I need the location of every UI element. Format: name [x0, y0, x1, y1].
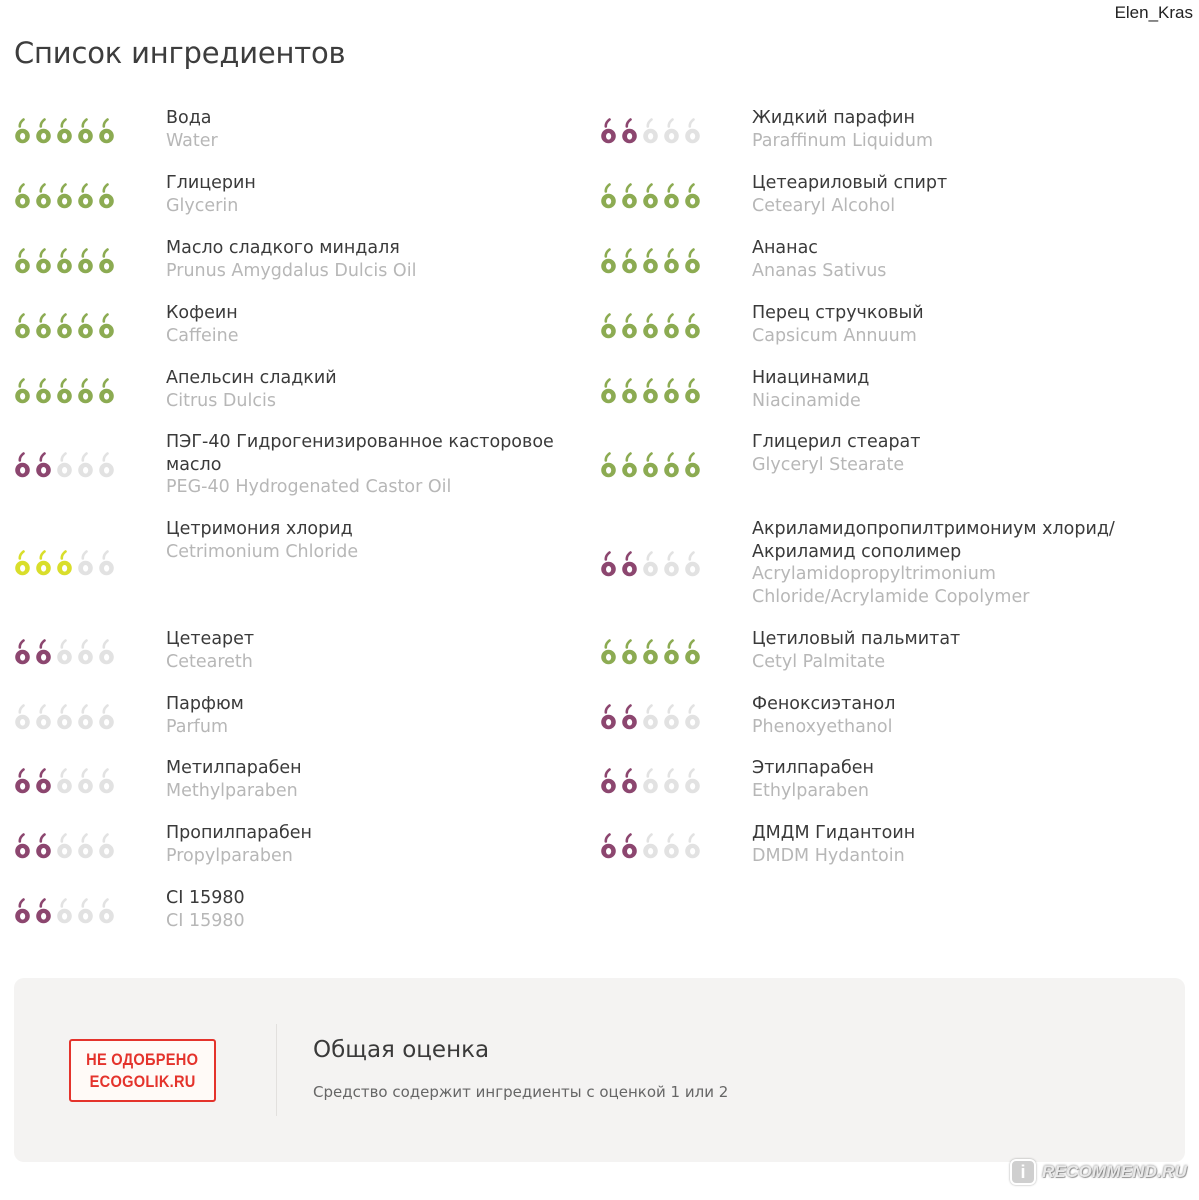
rating-drops — [14, 448, 119, 482]
rating-drops — [600, 764, 705, 798]
rating-drop-filled-icon — [35, 898, 52, 925]
ingredient-name-ru: Этилпарабен — [752, 758, 874, 778]
ingredient-name-ru: Цетеариловый спирт — [752, 173, 948, 193]
rating-drop-filled-icon — [35, 452, 52, 479]
rating-drop-filled-icon — [642, 378, 659, 405]
rating-drop-filled-icon — [600, 768, 617, 795]
rating-drop-filled-icon — [56, 118, 73, 145]
ingredient-name-inci: Glyceryl Stearate — [752, 454, 905, 475]
rating-drops — [600, 829, 705, 863]
ingredient-name-ru: Апельсин сладкий — [166, 368, 337, 388]
rating-drops — [14, 309, 119, 343]
ingredient-names — [166, 518, 586, 563]
rating-drop-filled-icon — [98, 313, 115, 340]
rating-drop-filled-icon — [621, 704, 638, 731]
divider — [276, 1024, 277, 1116]
ingredient-name-inci: Caffeine — [166, 325, 239, 346]
rating-drop-filled-icon — [663, 639, 680, 666]
rating-drop-empty-icon — [684, 551, 701, 578]
rating-drops — [600, 179, 705, 213]
rating-drop-filled-icon — [684, 313, 701, 340]
ingredient-name-inci: Cetyl Palmitate — [752, 651, 886, 672]
ingredient-names — [752, 107, 1162, 152]
rating-drop-filled-icon — [77, 248, 94, 275]
rating-drop-empty-icon — [77, 768, 94, 795]
username: Elen_Kras — [1114, 3, 1193, 22]
rating-drops — [14, 829, 119, 863]
ingredient-name-inci: Parfum — [166, 716, 228, 737]
rating-drop-empty-icon — [56, 452, 73, 479]
ingredient-name-inci: Propylparaben — [166, 845, 293, 866]
ingredient-name-inci: Ananas Sativus — [752, 260, 887, 281]
overall-rating-title: Общая оценка — [313, 1037, 490, 1063]
ingredient-name-ru: Масло сладкого миндаля — [166, 238, 400, 258]
ingredient-names — [752, 757, 1162, 802]
rating-drop-filled-icon — [621, 833, 638, 860]
rating-drops — [14, 764, 119, 798]
rating-drops — [14, 179, 119, 213]
ingredient-name-ru: Парфюм — [166, 694, 244, 714]
rating-drop-filled-icon — [600, 452, 617, 479]
overall-rating-panel — [14, 978, 1185, 1162]
rating-drop-empty-icon — [98, 452, 115, 479]
rating-drop-empty-icon — [77, 898, 94, 925]
rating-drop-filled-icon — [14, 898, 31, 925]
rating-drop-filled-icon — [35, 118, 52, 145]
rating-drop-empty-icon — [56, 704, 73, 731]
ingredient-name-ru: Феноксиэтанол — [752, 694, 896, 714]
rating-drop-filled-icon — [14, 378, 31, 405]
ingredient-names — [752, 237, 1162, 282]
ingredient-name-inci: CI 15980 — [166, 910, 245, 931]
page-title: Список ингредиентов — [14, 36, 346, 70]
rating-drop-filled-icon — [684, 378, 701, 405]
rating-drops — [14, 114, 119, 148]
rating-drop-filled-icon — [77, 313, 94, 340]
rating-drops — [600, 114, 705, 148]
rating-drop-filled-icon — [600, 833, 617, 860]
rating-drop-empty-icon — [684, 833, 701, 860]
rating-drop-empty-icon — [77, 550, 94, 577]
ingredient-name-ru: Перец стручковый — [752, 303, 924, 323]
rating-drop-empty-icon — [642, 833, 659, 860]
watermark-text: RECOMMEND.RU — [1041, 1162, 1187, 1181]
rating-drop-filled-icon — [621, 313, 638, 340]
ingredient-name-inci: Ceteareth — [166, 651, 253, 672]
ingredient-names — [752, 518, 1162, 608]
ingredient-name-inci: Prunus Amygdalus Dulcis Oil — [166, 260, 417, 281]
ingredient-name-ru: Пропилпарабен — [166, 823, 312, 843]
rating-drop-filled-icon — [684, 639, 701, 666]
ingredient-names — [752, 172, 1162, 217]
ingredient-name-ru: Акриламидопропилтримониум хлорид/ Акриламид сополимер — [752, 519, 1115, 562]
rating-drop-empty-icon — [663, 768, 680, 795]
ingredient-name-ru: Кофеин — [166, 303, 238, 323]
rating-drop-filled-icon — [600, 248, 617, 275]
ingredient-name-inci: Water — [166, 130, 218, 151]
rating-drop-filled-icon — [600, 639, 617, 666]
rating-drop-filled-icon — [77, 183, 94, 210]
rating-drop-filled-icon — [621, 452, 638, 479]
rating-drop-filled-icon — [35, 313, 52, 340]
rating-drop-filled-icon — [77, 378, 94, 405]
rating-drop-empty-icon — [663, 551, 680, 578]
ingredient-name-inci: Niacinamide — [752, 390, 861, 411]
rating-drops — [600, 244, 705, 278]
ingredient-name-inci: Methylparaben — [166, 780, 298, 801]
ingredient-name-ru: Ананас — [752, 238, 818, 258]
rating-drop-filled-icon — [621, 248, 638, 275]
rating-drop-filled-icon — [663, 248, 680, 275]
ingredient-names — [166, 822, 586, 867]
rating-drop-empty-icon — [98, 550, 115, 577]
rating-drop-empty-icon — [642, 704, 659, 731]
ingredient-name-ru: ПЭГ-40 Гидрогенизированное касторовое масло — [166, 432, 554, 475]
rating-drop-filled-icon — [56, 378, 73, 405]
rating-drop-empty-icon — [56, 768, 73, 795]
rating-drop-empty-icon — [56, 639, 73, 666]
rating-drop-empty-icon — [663, 704, 680, 731]
rating-drop-filled-icon — [663, 452, 680, 479]
rating-drop-empty-icon — [98, 704, 115, 731]
ingredient-name-inci: PEG-40 Hydrogenated Castor Oil — [166, 477, 452, 497]
rating-drop-empty-icon — [684, 768, 701, 795]
rating-drop-filled-icon — [642, 639, 659, 666]
rating-drop-empty-icon — [663, 833, 680, 860]
rating-drops — [14, 244, 119, 278]
ingredient-names — [752, 367, 1162, 412]
rating-drop-empty-icon — [684, 118, 701, 145]
rating-drops — [600, 309, 705, 343]
rating-drop-filled-icon — [600, 183, 617, 210]
ingredient-name-inci: Citrus Dulcis — [166, 390, 276, 411]
rating-drop-empty-icon — [56, 898, 73, 925]
rating-drop-filled-icon — [621, 118, 638, 145]
rating-drop-filled-icon — [663, 183, 680, 210]
ingredient-names — [752, 431, 1162, 476]
rating-drop-filled-icon — [621, 551, 638, 578]
rating-drop-filled-icon — [642, 183, 659, 210]
ingredient-name-inci: Cetrimonium Chloride — [166, 541, 359, 562]
rating-drop-filled-icon — [35, 248, 52, 275]
rating-drop-empty-icon — [14, 704, 31, 731]
ingredient-name-ru: ДМДМ Гидантоин — [752, 823, 916, 843]
rating-drop-filled-icon — [642, 452, 659, 479]
rating-drop-filled-icon — [14, 183, 31, 210]
rating-drop-empty-icon — [56, 833, 73, 860]
rating-drop-filled-icon — [98, 183, 115, 210]
ingredient-name-inci: Cetearyl Alcohol — [752, 195, 896, 216]
ingredient-names — [166, 302, 586, 347]
ingredient-name-ru: Глицерил стеарат — [752, 432, 921, 452]
ingredient-names — [166, 237, 586, 282]
rating-drop-empty-icon — [35, 704, 52, 731]
ingredient-name-ru: Цетиловый пальмитат — [752, 629, 961, 649]
stamp-line-2: ECOGOLIK.RU — [89, 1071, 196, 1091]
rating-drops — [600, 374, 705, 408]
ingredient-names — [166, 757, 586, 802]
rating-drop-filled-icon — [14, 768, 31, 795]
ingredient-names — [166, 628, 586, 673]
rating-drop-empty-icon — [98, 898, 115, 925]
ingredient-name-inci: DMDM Hydantoin — [752, 845, 905, 866]
ingredient-names — [166, 693, 586, 738]
rating-drop-empty-icon — [642, 118, 659, 145]
rating-drop-empty-icon — [642, 768, 659, 795]
ingredient-name-ru: Глицерин — [166, 173, 256, 193]
rating-drop-filled-icon — [35, 639, 52, 666]
ingredient-name-ru: Ниацинамид — [752, 368, 870, 388]
rating-drops — [14, 635, 119, 669]
rating-drop-empty-icon — [77, 452, 94, 479]
rating-drop-filled-icon — [98, 118, 115, 145]
rating-drop-empty-icon — [684, 704, 701, 731]
rating-drop-filled-icon — [621, 378, 638, 405]
rating-drops — [14, 546, 119, 580]
rating-drop-filled-icon — [14, 833, 31, 860]
rating-drop-empty-icon — [98, 768, 115, 795]
rating-drop-filled-icon — [684, 248, 701, 275]
recommend-logo-icon: i — [1010, 1159, 1036, 1185]
rating-drop-filled-icon — [14, 248, 31, 275]
rating-drops — [600, 635, 705, 669]
rating-drop-filled-icon — [14, 550, 31, 577]
rating-drop-filled-icon — [35, 378, 52, 405]
rating-drop-empty-icon — [77, 833, 94, 860]
ingredient-names — [166, 367, 586, 412]
rating-drop-filled-icon — [56, 550, 73, 577]
ingredient-names — [752, 822, 1162, 867]
ingredient-name-inci: Acrylamidopropyltrimonium Chloride/Acrylamide Copolymer — [752, 564, 1030, 607]
ingredient-name-inci: Capsicum Annuum — [752, 325, 917, 346]
rating-drop-filled-icon — [35, 550, 52, 577]
watermark — [1010, 1158, 1187, 1186]
rating-drop-filled-icon — [600, 378, 617, 405]
rating-drop-empty-icon — [98, 833, 115, 860]
ingredient-names — [752, 628, 1162, 673]
rating-drop-filled-icon — [600, 313, 617, 340]
rating-drop-filled-icon — [14, 452, 31, 479]
rating-drop-filled-icon — [600, 704, 617, 731]
ingredient-name-ru: Цетримония хлорид — [166, 519, 353, 539]
rating-drops — [600, 700, 705, 734]
ingredient-names — [166, 107, 586, 152]
rating-drop-filled-icon — [98, 248, 115, 275]
rating-drop-empty-icon — [642, 551, 659, 578]
rating-drop-filled-icon — [77, 118, 94, 145]
rating-drops — [600, 547, 705, 581]
rating-drop-empty-icon — [98, 639, 115, 666]
rating-drop-empty-icon — [663, 118, 680, 145]
rating-drop-filled-icon — [35, 833, 52, 860]
ingredient-names — [166, 431, 586, 499]
rating-drop-filled-icon — [684, 183, 701, 210]
rating-drop-filled-icon — [56, 183, 73, 210]
rating-drop-filled-icon — [621, 183, 638, 210]
rating-drop-filled-icon — [35, 768, 52, 795]
rating-drop-filled-icon — [14, 639, 31, 666]
rating-drop-filled-icon — [35, 183, 52, 210]
rating-drop-filled-icon — [621, 639, 638, 666]
rating-drop-filled-icon — [684, 452, 701, 479]
rating-drop-empty-icon — [77, 704, 94, 731]
rating-drop-filled-icon — [56, 313, 73, 340]
rating-drop-filled-icon — [642, 313, 659, 340]
rating-drop-filled-icon — [14, 118, 31, 145]
ingredient-names — [166, 887, 586, 932]
rating-drops — [14, 894, 119, 928]
ingredient-name-ru: Вода — [166, 108, 212, 128]
not-approved-stamp — [69, 1039, 216, 1102]
ingredient-name-inci: Paraffinum Liquidum — [752, 130, 934, 151]
ingredient-name-inci: Phenoxyethanol — [752, 716, 893, 737]
ingredient-name-ru: Метилпарабен — [166, 758, 302, 778]
rating-drops — [14, 374, 119, 408]
ingredient-name-inci: Ethylparaben — [752, 780, 869, 801]
rating-drop-empty-icon — [77, 639, 94, 666]
rating-drop-filled-icon — [14, 313, 31, 340]
rating-drop-filled-icon — [98, 378, 115, 405]
rating-drop-filled-icon — [600, 118, 617, 145]
ingredient-name-inci: Glycerin — [166, 195, 239, 216]
stamp-line-1: НЕ ОДОБРЕНО — [86, 1049, 199, 1069]
rating-drop-filled-icon — [663, 378, 680, 405]
rating-drop-filled-icon — [56, 248, 73, 275]
ingredient-names — [752, 693, 1162, 738]
rating-drop-filled-icon — [663, 313, 680, 340]
rating-drop-filled-icon — [642, 248, 659, 275]
ingredient-name-ru: Цетеарет — [166, 629, 255, 649]
rating-drop-filled-icon — [621, 768, 638, 795]
rating-drops — [600, 448, 705, 482]
ingredient-names — [752, 302, 1162, 347]
ingredient-names — [166, 172, 586, 217]
rating-drops — [14, 700, 119, 734]
overall-rating-description: Средство содержит ингредиенты с оценкой 1 или 2 — [313, 1083, 729, 1101]
ingredient-name-ru: CI 15980 — [166, 888, 245, 908]
ingredient-name-ru: Жидкий парафин — [752, 108, 915, 128]
rating-drop-filled-icon — [600, 551, 617, 578]
